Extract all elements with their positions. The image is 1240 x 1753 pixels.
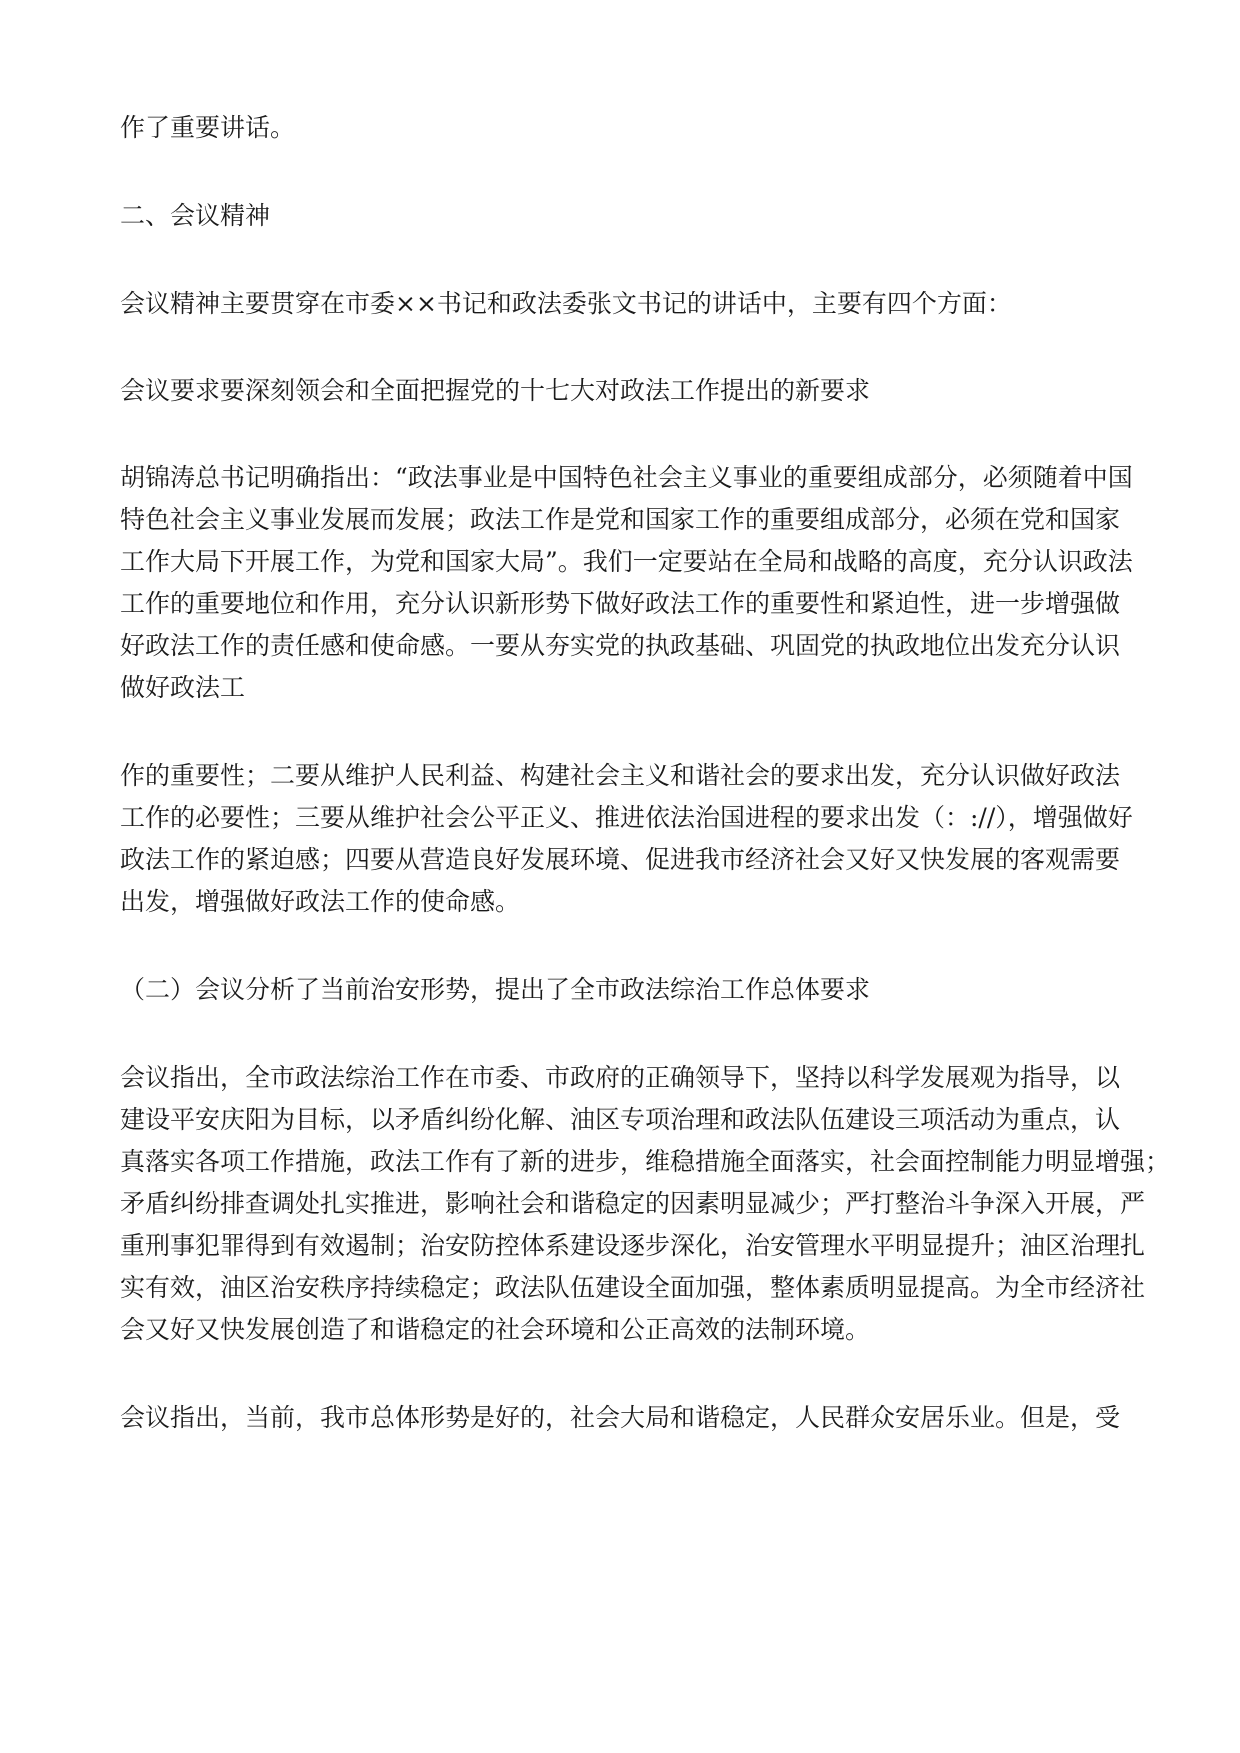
text-line: 真落实各项工作措施，政法工作有了新的进步，维稳措施全面落实，社会面控制能力明显增强； [120,1147,1171,1176]
section-heading: 二、会议精神 [120,201,271,230]
text-line: 会议指出，当前，我市总体形势是好的，社会大局和谐稳定，人民群众安居乐业。但是，受 [120,1403,1121,1432]
text-line: 工作的重要地位和作用，充分认识新形势下做好政法工作的重要性和紧迫性，进一步增强做 [120,589,1121,618]
text-line: 作了重要讲话。 [120,113,296,142]
text-line: 会议精神主要贯穿在市委××书记和政法委张文书记的讲话中，主要有四个方面： [120,289,1012,318]
text-line: 工作的必要性；三要从维护社会公平正义、推进依法治国进程的要求出发（：://），增强做好 [120,803,1133,832]
subsection-heading: 会议要求要深刻领会和全面把握党的十七大对政法工作提出的新要求 [120,376,871,405]
text-line: 实有效，油区治安秩序持续稳定；政法队伍建设全面加强，整体素质明显提高。为全市经济社 [120,1273,1146,1302]
text-line: 建设平安庆阳为目标，以矛盾纠纷化解、油区专项治理和政法队伍建设三项活动为重点，认 [120,1105,1121,1134]
text-line: 作的重要性；二要从维护人民利益、构建社会主义和谐社会的要求出发，充分认识做好政法 [120,761,1121,790]
text-line: 做好政法工 [120,673,246,702]
text-line: 出发，增强做好政法工作的使命感。 [120,887,521,916]
text-line: 工作大局下开展工作，为党和国家大局”。我们一定要站在全局和战略的高度，充分认识政法 [120,547,1133,576]
text-line: 会议指出，全市政法综治工作在市委、市政府的正确领导下，坚持以科学发展观为指导，以 [120,1063,1121,1092]
text-line: 重刑事犯罪得到有效遏制；治安防控体系建设逐步深化，治安管理水平明显提升；油区治理扎 [120,1231,1146,1260]
text-line: 特色社会主义事业发展而发展；政法工作是党和国家工作的重要组成部分，必须在党和国家 [120,505,1121,534]
text-line: 矛盾纠纷排查调处扎实推进，影响社会和谐稳定的因素明显减少；严打整治斗争深入开展，严 [120,1189,1146,1218]
text-line: 胡锦涛总书记明确指出：“政法事业是中国特色社会主义事业的重要组成部分，必须随着中国 [120,463,1133,492]
subsection-heading: （二）会议分析了当前治安形势，提出了全市政法综治工作总体要求 [120,975,871,1004]
text-line: 好政法工作的责任感和使命感。一要从夯实党的执政基础、巩固党的执政地位出发充分认识 [120,631,1121,660]
text-line: 政法工作的紧迫感；四要从营造良好发展环境、促进我市经济社会又好又快发展的客观需要 [120,845,1121,874]
text-line: 会又好又快发展创造了和谐稳定的社会环境和公正高效的法制环境。 [120,1315,871,1344]
